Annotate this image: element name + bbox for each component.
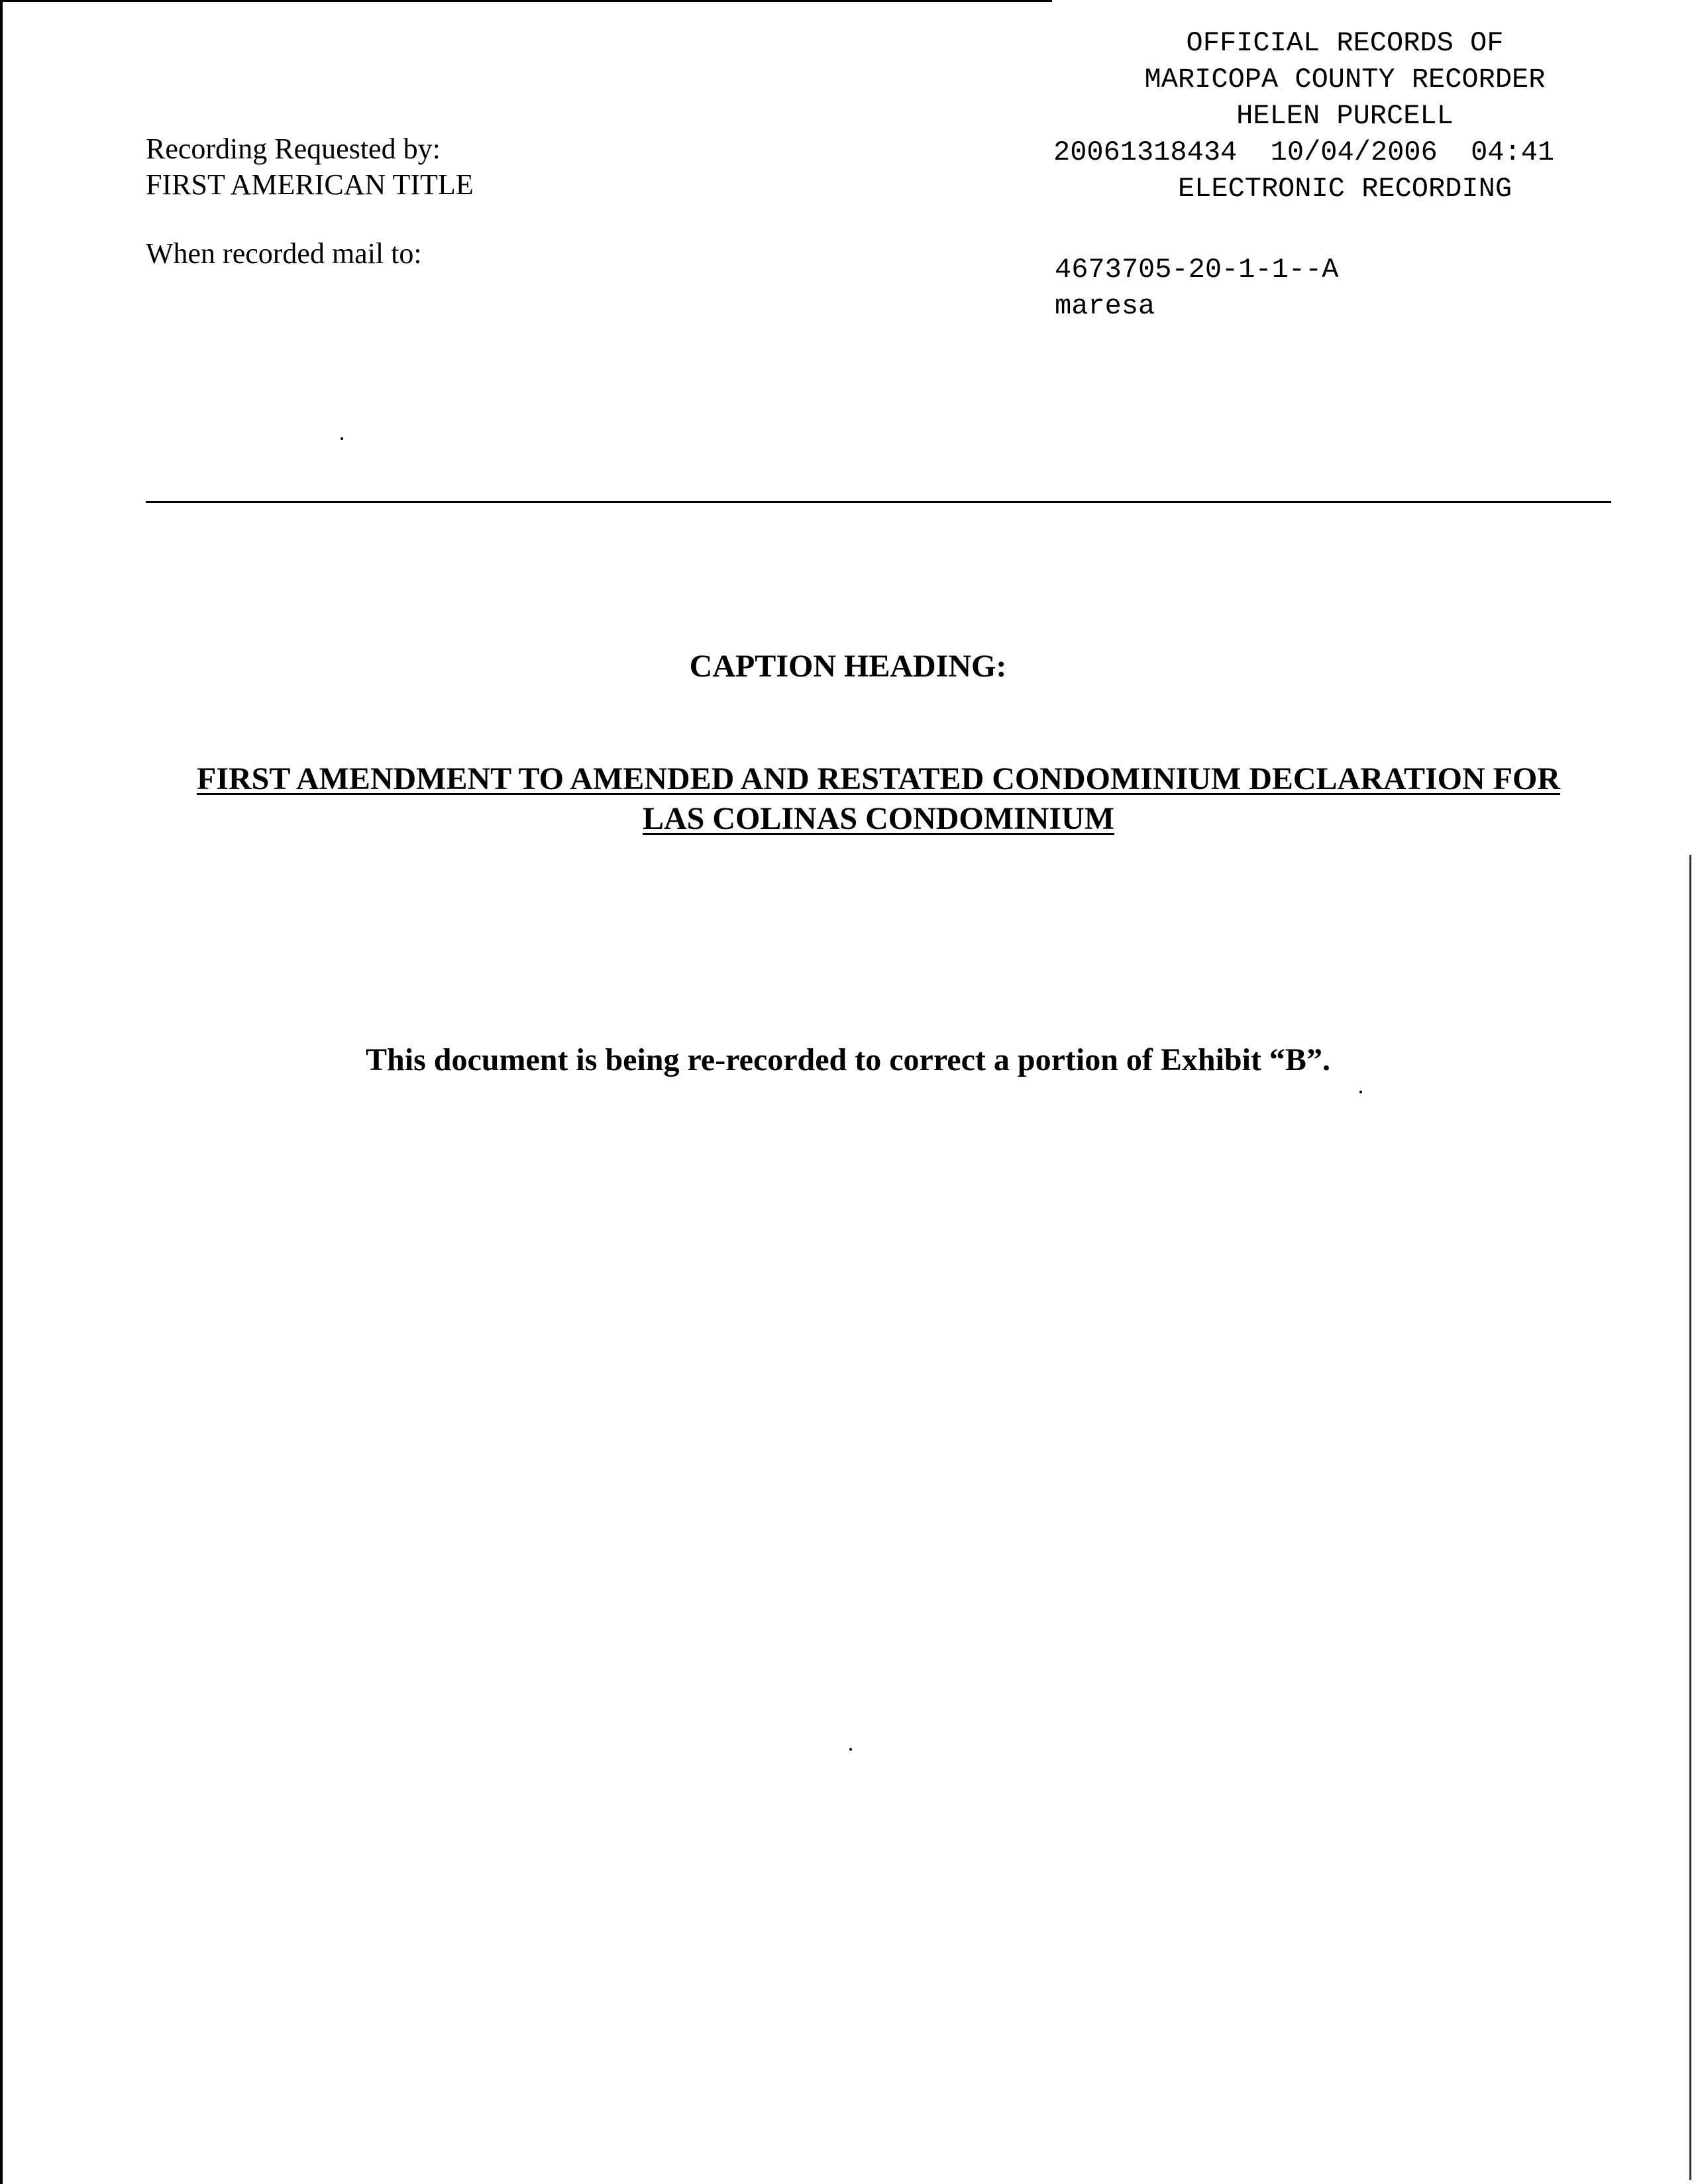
scan-speck xyxy=(341,437,343,440)
re-recording-note: This document is being re-recorded to correct a portion of Exhibit “B”. xyxy=(366,1042,1330,1077)
recording-requested-label: Recording Requested by: xyxy=(146,133,441,165)
record-number: 20061318434 xyxy=(1053,136,1238,168)
stamp-line-official-records: OFFICIAL RECORDS OF xyxy=(1186,27,1504,59)
caption-heading: CAPTION HEADING: xyxy=(689,649,1007,684)
document-title-line-1: FIRST AMENDMENT TO AMENDED AND RESTATED CONDOMINIUM DECLARATION FOR xyxy=(197,761,1560,796)
header-divider xyxy=(146,501,1611,503)
document-title xyxy=(146,759,1611,839)
stamp-line-electronic-recording: ELECTRONIC RECORDING xyxy=(1177,173,1512,205)
scan-speck xyxy=(1359,1091,1362,1093)
document-title-line-2: LAS COLINAS CONDOMINIUM xyxy=(642,801,1115,836)
scan-speck xyxy=(849,1748,852,1751)
scan-top-edge xyxy=(0,0,1052,2)
document-code: 4673705-20-1-1--A xyxy=(1055,254,1339,286)
recorder-stamp xyxy=(1053,25,1636,207)
record-time: 04:41 xyxy=(1471,136,1555,168)
clerk-id: maresa xyxy=(1055,290,1155,322)
recording-requested-by: FIRST AMERICAN TITLE xyxy=(146,168,474,201)
scan-left-edge xyxy=(0,0,3,2184)
stamp-line-recorder-name: HELEN PURCELL xyxy=(1236,100,1454,132)
stamp-line-county-recorder: MARICOPA COUNTY RECORDER xyxy=(1144,64,1546,95)
document-code-block xyxy=(1055,252,1338,325)
record-date: 10/04/2006 xyxy=(1270,136,1438,168)
stamp-record-line xyxy=(1053,135,1636,171)
mail-to-label: When recorded mail to: xyxy=(146,237,422,270)
recording-requested-block xyxy=(146,131,474,203)
